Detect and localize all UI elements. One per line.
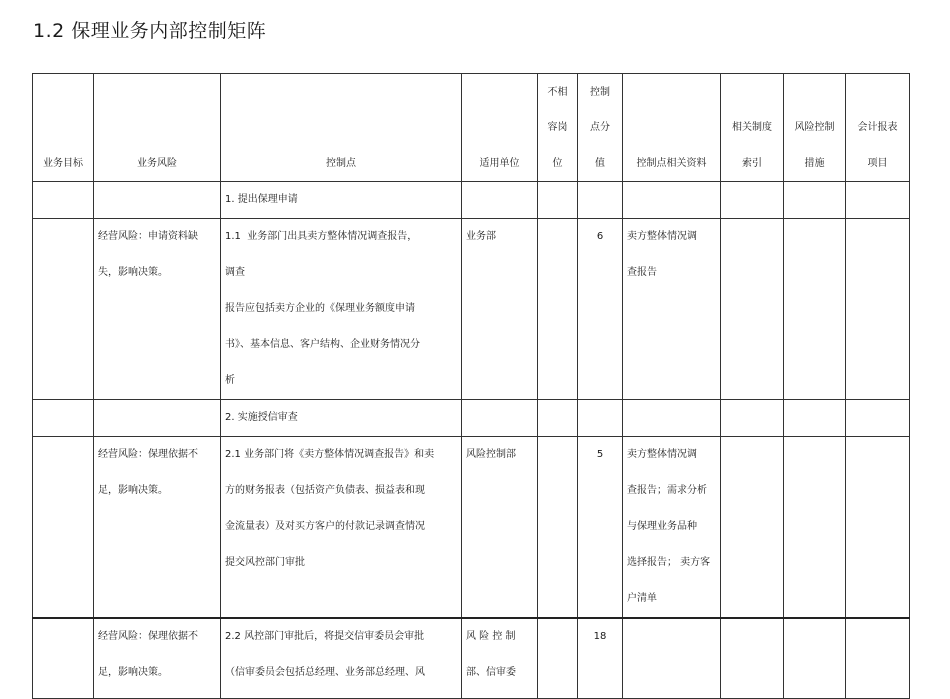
table-row	[33, 437, 910, 619]
header-incompatible-post: 不相 容岗 位	[538, 74, 578, 182]
materials-cell: 卖方整体情况调 查报告；需求分析 与保理业务品种 选择报告； 卖方客 户清单	[623, 437, 721, 619]
unit-cell: 业务部	[462, 219, 538, 400]
section-heading: 1. 提出保理申请	[221, 182, 462, 219]
risk-cell: 经营风险：保理依据不 足，影响决策。	[94, 618, 221, 698]
section-heading: 2. 实施授信审查	[221, 400, 462, 437]
header-system-index: 相关制度 索引	[721, 74, 784, 182]
table-row	[33, 618, 910, 698]
control-cell: 2.1 业务部门将《卖方整体情况调查报告》和卖 方的财务报表（包括资产负债表、损益表和现 金流量表）及对买方客户的付款记录调查情况 提交风控部门审批	[221, 437, 462, 619]
header-control-point: 控制点	[221, 74, 462, 182]
header-applicable-unit: 适用单位	[462, 74, 538, 182]
score-cell: 18	[578, 618, 623, 698]
header-business-risk: 业务风险	[94, 74, 221, 182]
table-row	[33, 182, 910, 219]
table-row	[33, 219, 910, 400]
control-cell: 1.1 业务部门出具卖方整体情况调查报告， 调查 报告应包括卖方企业的《保理业务额度申请 书》、基本信息、客户结构、企业财务情况分 析	[221, 219, 462, 400]
score-cell: 5	[578, 437, 623, 619]
header-risk-measures: 风险控制 措施	[784, 74, 846, 182]
header-report-items: 会计报表 项目	[846, 74, 910, 182]
header-control-materials: 控制点相关资料	[623, 74, 721, 182]
table-header-row	[33, 74, 910, 182]
header-control-score: 控制 点分 值	[578, 74, 623, 182]
unit-cell: 风险控制部	[462, 437, 538, 619]
header-business-goal: 业务目标	[33, 74, 94, 182]
materials-cell: 卖方整体情况调 查报告	[623, 219, 721, 400]
unit-cell: 风 险 控 制 部、信审委	[462, 618, 538, 698]
control-cell: 2.2 风控部门审批后，将提交信审委员会审批 （信审委员会包括总经理、业务部总经理、风	[221, 618, 462, 698]
score-cell: 6	[578, 219, 623, 400]
risk-cell: 经营风险：申请资料缺 失，影响决策。	[94, 219, 221, 400]
table-row	[33, 400, 910, 437]
risk-cell: 经营风险：保理依据不 足，影响决策。	[94, 437, 221, 619]
control-matrix-table	[32, 73, 910, 699]
page-title: 1.2 保理业务内部控制矩阵	[33, 20, 267, 42]
